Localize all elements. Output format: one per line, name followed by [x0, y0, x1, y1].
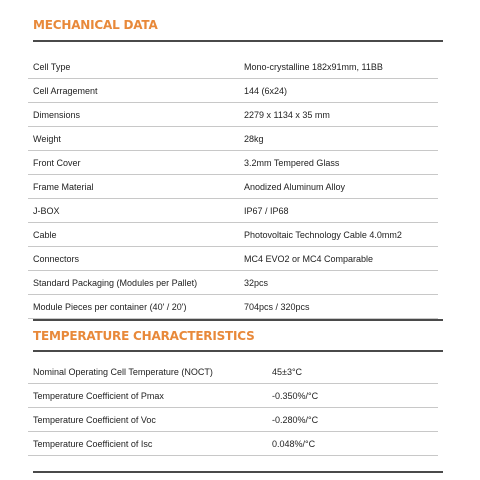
row-label: Weight	[33, 134, 61, 144]
row-value: 3.2mm Tempered Glass	[244, 158, 340, 168]
table-row	[28, 432, 438, 456]
row-value: -0.350%/°C	[272, 391, 319, 401]
row-value: MC4 EVO2 or MC4 Comparable	[244, 254, 374, 264]
temperature-title-rule	[33, 350, 443, 352]
mechanical-data-table	[28, 55, 438, 319]
table-row	[28, 175, 438, 199]
row-label: Cell Arragement	[33, 86, 98, 96]
row-value: 0.048%/°C	[272, 439, 316, 449]
temperature-characteristics-title: TEMPERATURE CHARACTERISTICS	[33, 329, 255, 343]
row-label: Temperature Coefficient of Pmax	[33, 391, 164, 401]
row-value: Photovoltaic Technology Cable 4.0mm2	[244, 230, 402, 240]
row-label: Frame Material	[33, 182, 94, 192]
row-label: Standard Packaging (Modules per Pallet)	[33, 278, 198, 288]
row-value: 32pcs	[244, 278, 269, 288]
row-value: Mono-crystalline 182x91mm, 11BB	[244, 62, 383, 72]
row-value: Anodized Aluminum Alloy	[244, 182, 346, 192]
mechanical-top-rule	[33, 40, 443, 42]
row-label: Nominal Operating Cell Temperature (NOCT)	[33, 367, 213, 377]
table-row	[28, 103, 438, 127]
table-row	[28, 79, 438, 103]
table-row	[28, 384, 438, 408]
mechanical-data-title: MECHANICAL DATA	[33, 18, 158, 32]
table-row	[28, 360, 438, 384]
row-value: IP67 / IP68	[244, 206, 289, 216]
row-value: 28kg	[244, 134, 264, 144]
table-row	[28, 271, 438, 295]
row-value: 2279 x 1134 x 35 mm	[244, 110, 330, 120]
row-value: 704pcs / 320pcs	[244, 302, 310, 312]
table-row	[28, 55, 438, 79]
row-value: 144 (6x24)	[244, 86, 288, 96]
table-row	[28, 223, 438, 247]
row-label: Front Cover	[33, 158, 81, 168]
row-label: J-BOX	[33, 206, 60, 216]
temperature-table	[28, 360, 438, 456]
row-label: Module Pieces per container (40' / 20')	[33, 302, 187, 312]
row-value: -0.280%/°C	[272, 415, 319, 425]
row-label: Temperature Coefficient of Isc	[33, 439, 153, 449]
row-label: Temperature Coefficient of Voc	[33, 415, 156, 425]
row-label: Cell Type	[33, 62, 71, 72]
row-value: 45±3°C	[272, 367, 303, 377]
table-row	[28, 151, 438, 175]
table-row	[28, 247, 438, 271]
table-row	[28, 199, 438, 223]
row-label: Cable	[33, 230, 57, 240]
row-label: Dimensions	[33, 110, 81, 120]
table-row	[28, 408, 438, 432]
table-row	[28, 127, 438, 151]
row-label: Connectors	[33, 254, 80, 264]
table-row	[28, 295, 438, 319]
bottom-rule	[33, 471, 443, 473]
temperature-top-rule	[33, 319, 443, 321]
